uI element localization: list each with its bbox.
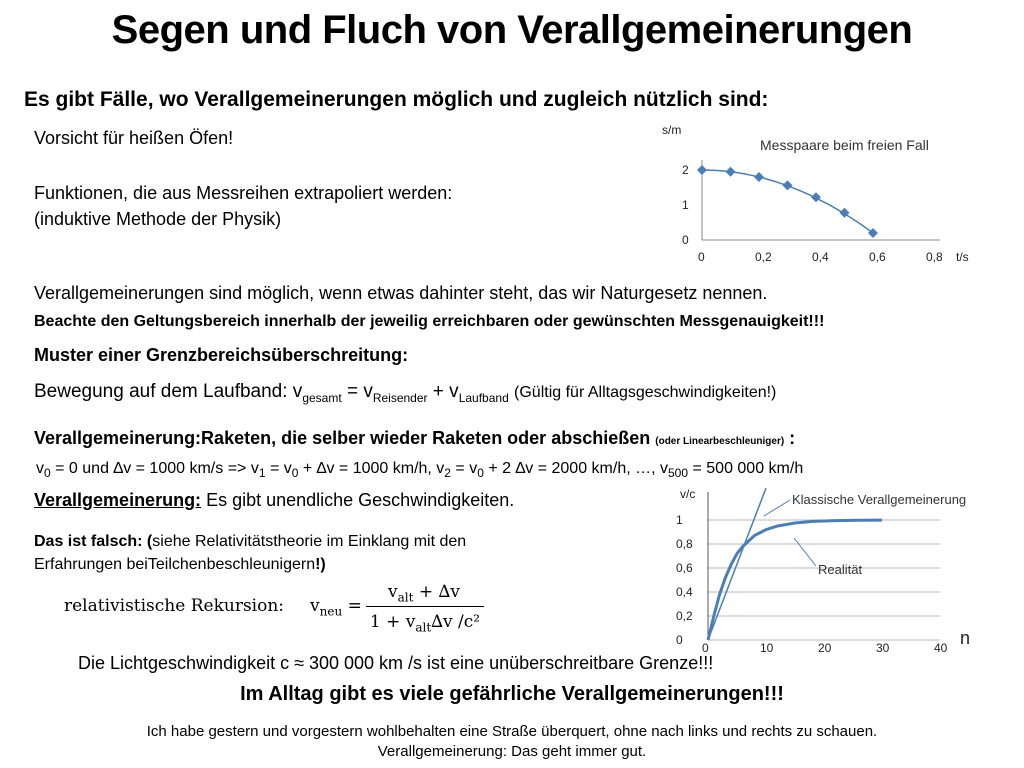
text-rekursion-klassisch [36,460,803,480]
chart1-point [697,165,707,175]
formula-denominator [360,612,490,634]
rek-sub-500: 500 [668,466,689,481]
text-ofen: Vorsicht für heißen Öfen! [34,128,234,148]
laufband-sub-reisender: Reisender [372,390,428,405]
chart1-trend-line [702,170,873,233]
formula-den-b: ∆v /c² [431,612,481,632]
rek-sub-1: 1 [258,466,266,481]
rek-text-a: = 0 und ∆v = 1000 km/s => v [50,460,259,477]
text-laufband [34,381,776,405]
chart2-xtick: 30 [876,641,890,654]
subtitle: Es gibt Fälle, wo Verallgemeinerungen möglich und zugleich nützlich sind: [24,88,769,111]
text-falsch [34,530,466,576]
rek-sub-0: 0 [44,466,51,481]
chart2-series-klassisch [708,488,766,640]
text-raketen [34,428,795,449]
formula-num-plus: + ∆v [413,582,460,602]
formula-vneu: v [310,596,320,616]
chart1-ytick: 1 [682,198,689,212]
chart2-xtick: 0 [702,641,709,654]
chart1-xlabel: t/s [956,250,969,264]
chart1-point [868,228,878,238]
formula-den-alt: alt [415,620,432,635]
chart2-xlabel: n [960,628,971,648]
rek-text-e: + 2 ∆v = 2000 km/h, …, v [483,460,668,477]
text-extrapol1: Funktionen, die aus Messreihen extrapoliert werden: [34,183,453,203]
chart2-xtick: 40 [934,641,948,654]
falsch-label: Das ist falsch: ( [34,533,153,550]
laufband-note: (Gültig für Alltagsgeschwindigkeiten!) [514,384,777,401]
raketen-colon: : [784,428,796,448]
raketen-small: (oder Linearbeschleuniger) [655,436,785,447]
falsch-text: siehe Relativitätstheorie im Einklang mit den [152,533,467,550]
chart2-ytick: 0,6 [676,561,693,575]
rek-text-b: = v [265,460,292,477]
formula-num-alt: alt [397,590,414,605]
chart1-point [754,172,764,182]
rek-text-d: = v [450,460,478,477]
chart1-ytick: 0 [682,233,689,247]
page-title: Segen und Fluch von Verallgemeinerungen [111,8,913,52]
formula-num-v: v [388,582,398,602]
unendlich-label: Verallgemeinerung: [34,490,202,510]
laufband-sub-gesamt: gesamt [302,390,342,405]
text-moeglich: Verallgemeinerungen sind möglich, wenn etwas dahinter steht, das wir Naturgesetz nennen. [34,283,768,303]
laufband-text-b: = v [341,381,373,402]
text-strasse2: Verallgemeinerung: Das geht immer gut. [377,743,647,760]
rekursion-label: relativistische Rekursion: [64,596,285,616]
chart2-annotation-klassisch: Klassische Verallgemeinerung [792,492,967,507]
raketen-text: Verallgemeinerung:Raketen, die selber wieder Raketen oder abschießen [34,428,651,448]
laufband-text-c: + v [427,381,459,402]
chart1-xtick: 0,8 [926,250,943,264]
chart2-ytick: 0,2 [676,609,693,623]
chart1-point [811,192,821,202]
laufband-text-a: Bewegung auf dem Laufband: v [34,381,303,402]
chart1-point [783,180,793,190]
text-strasse1: Ich habe gestern und vorgestern wohlbehalten eine Straße überquert, ohne nach links und rechts zu schauen. [146,723,878,740]
chart1-xtick: 0,4 [812,250,829,264]
text-beachte: Beachte den Geltungsbereich innerhalb der jeweilig erreichbaren oder gewünschten Messgenauigkeit!!! [34,313,825,330]
chart2-ytick: 1 [676,513,683,527]
text-alltag: Im Alltag gibt es viele gefährliche Verallgemeinerungen!!! [240,683,784,705]
chart1-xtick: 0,2 [755,250,772,264]
chart1-xtick: 0 [698,250,705,264]
formula-sub-neu: neu [319,604,343,619]
chart2-ytick: 0,8 [676,537,693,551]
chart2-xtick: 20 [818,641,832,654]
text-extrapol2: (induktive Methode der Physik) [34,209,282,229]
rek-v0: v [36,460,44,477]
chart2-series-realitaet [708,520,882,640]
rek-text-f: = 500 000 km/h [688,460,804,477]
rek-sub-0c: 0 [477,466,484,481]
falsch-close: !) [315,556,326,573]
rek-sub-2: 2 [444,466,451,481]
chart2-arrow-klassisch [764,500,790,516]
chart1-title: Messpaare beim freien Fall [760,137,929,153]
formula-den-a: 1 + v [369,612,416,632]
fraction-bar [366,606,484,607]
rek-sub-0b: 0 [291,466,299,481]
unendlich-text: Es gibt unendliche Geschwindigkeiten. [201,490,515,510]
chart1-ytick: 2 [682,163,689,177]
chart1-point [726,167,736,177]
formula-numerator [364,582,484,604]
falsch-text2: Erfahrungen beiTeilchenbeschleunigern [34,556,316,573]
rek-text-c: + ∆v = 1000 km/h, v [298,460,445,477]
chart2-xtick: 10 [760,641,774,654]
chart2-arrow-realitaet [794,538,816,566]
chart2-annotation-realitaet: Realität [818,562,863,577]
text-muster: Muster einer Grenzbereichsüberschreitung: [34,345,409,365]
text-unendlich [34,490,514,511]
chart-free-fall [640,118,985,268]
chart2-ytick: 0 [676,633,683,647]
chart-relativistic [660,482,1005,654]
chart1-ylabel: s/m [662,123,682,137]
text-licht: Die Lichtgeschwindigkeit c ≈ 300 000 km /s ist eine unüberschreitbare Grenze!!! [78,653,714,673]
chart2-ylabel: v/c [680,487,696,501]
laufband-sub-laufband: Laufband [458,390,509,405]
formula-lhs: $v_{neu}$ = [310,596,362,619]
chart1-xtick: 0,6 [869,250,886,264]
chart2-ytick: 0,4 [676,585,693,599]
